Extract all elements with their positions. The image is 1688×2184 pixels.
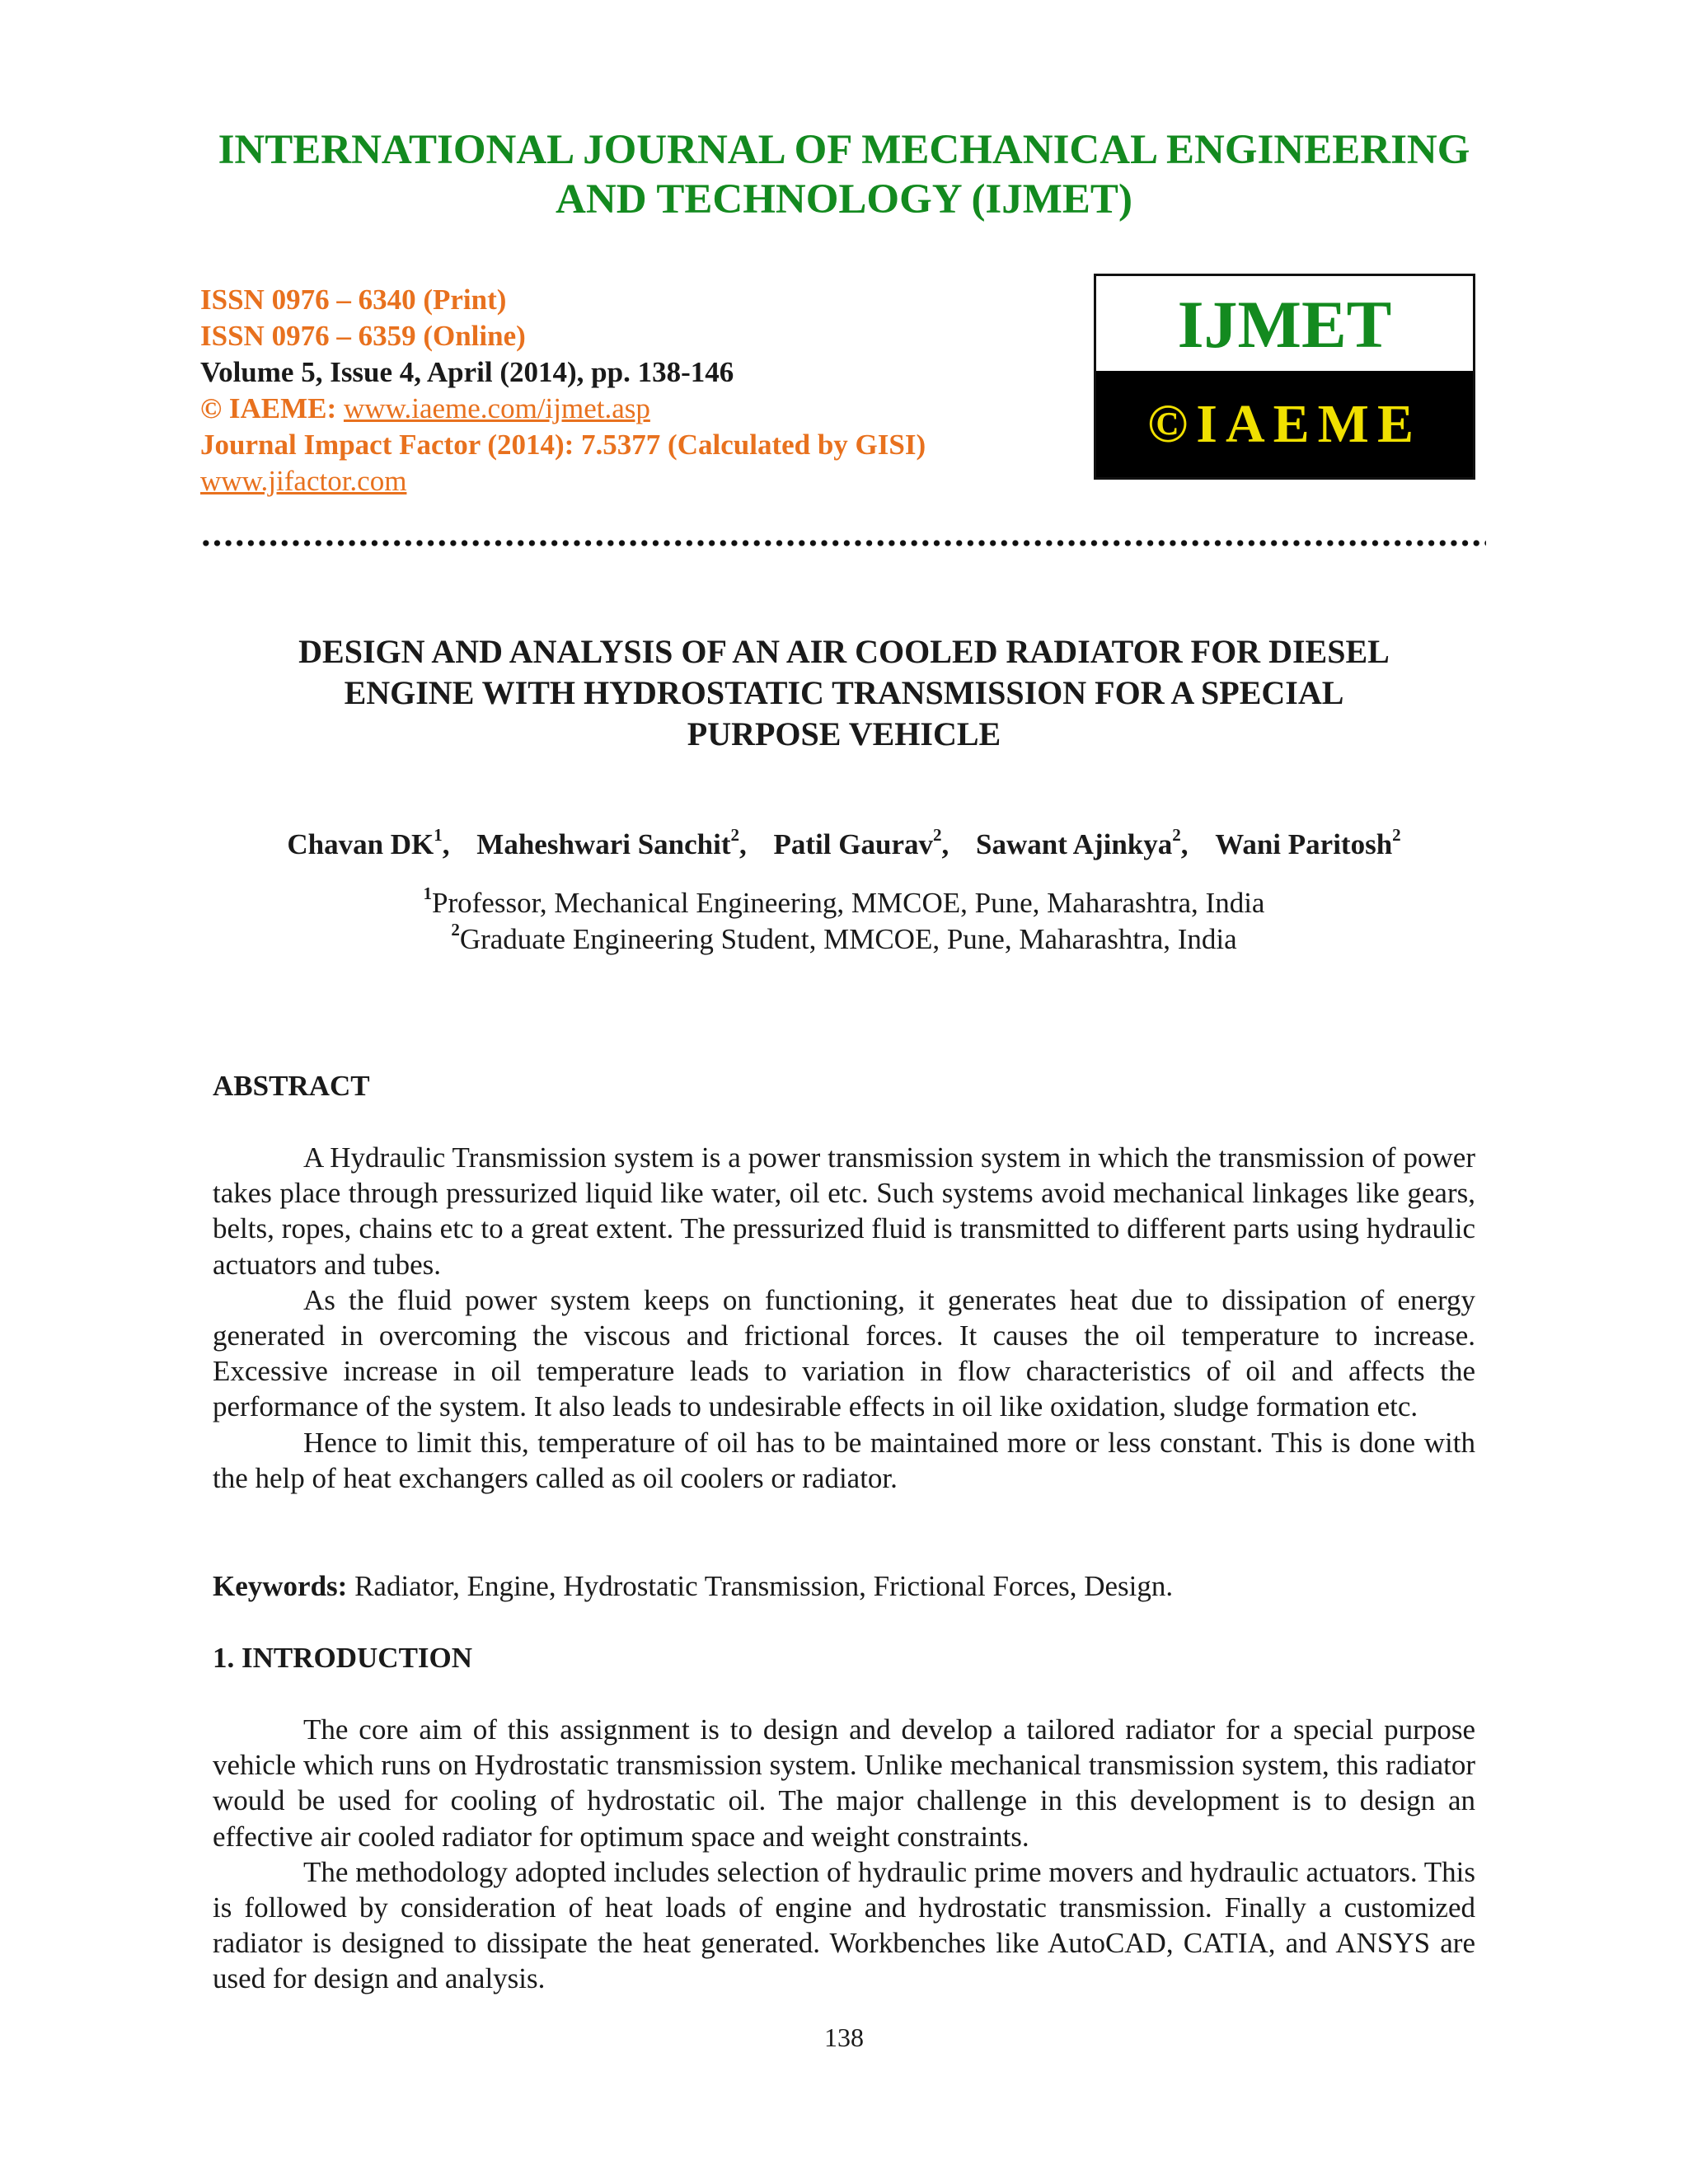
abstract-paragraph: As the fluid power system keeps on functioning, it generates heat due to dissipation of energy generated in overcoming the viscous and frictional forces. It causes the oil temperature to increase. Excessive increase in oil temperature leads to variation in flow characteristics of oil and affects the performance of the system. It also leads to undesirable effects in oil like oxidation, sludge formation etc. (213, 1283, 1475, 1423)
author-name: Chavan DK (287, 828, 434, 860)
affiliation (0, 921, 1688, 958)
abstract-paragraph: A Hydraulic Transmission system is a power transmission system in which the transmission of power takes place through pressurized liquid like water, oil etc. Such systems avoid mechanical linkages like gears, belts, ropes, chains etc to a great extent. The pressurized fluid is transmitted to different parts using hydraulic actuators and tubes. (213, 1141, 1475, 1281)
introduction-paragraph: The methodology adopted includes selection of hydraulic prime movers and hydraulic actuators. This is followed by consideration of heat loads of engine and hydrostatic transmission. Finally a customized radiator is designed to dissipate the heat generated. Workbenches like AutoCAD, CATIA, and ANSYS are used for design and analysis. (213, 1855, 1475, 1995)
logo-iaeme-text: ©IAEME (1096, 371, 1473, 477)
introduction-paragraph: The core aim of this assignment is to design and develop a tailored radiator for a special purpose vehicle which runs on Hydrostatic transmission system. Unlike mechanical transmission system, this radiator would be used for cooling of hydrostatic oil. The major challenge in this development is to design an effective air cooled radiator for optimum space and weight constraints. (213, 1713, 1475, 1853)
journal-title-line: INTERNATIONAL JOURNAL OF MECHANICAL ENGINEERING (218, 127, 1470, 173)
author-affil-sup: 1 (434, 825, 443, 846)
abstract-body (213, 1140, 1475, 1496)
paper-title (0, 631, 1688, 755)
volume-info: Volume 5, Issue 4, April (2014), pp. 138-146 (200, 356, 734, 388)
publisher-link[interactable]: www.iaeme.com/ijmet.asp (343, 392, 650, 424)
affiliation-text: Professor, Mechanical Engineering, MMCOE, Pune, Maharashtra, India (432, 887, 1265, 919)
journal-logo (1094, 274, 1475, 480)
journal-title-line: AND TECHNOLOGY (IJMET) (556, 176, 1132, 223)
paper-title-line: DESIGN AND ANALYSIS OF AN AIR COOLED RADIATOR FOR DIESEL (298, 633, 1390, 670)
affiliation (0, 885, 1688, 921)
abstract-paragraph: Hence to limit this, temperature of oil has to be maintained more or less constant. This is done with the help of heat exchangers called as oil coolers or radiator. (213, 1426, 1475, 1494)
affiliation-text: Graduate Engineering Student, MMCOE, Pune, Maharashtra, India (459, 923, 1237, 955)
affiliation-sup: 1 (423, 883, 433, 904)
publisher-line (200, 391, 926, 427)
author-name: Maheshwari Sanchit (476, 828, 731, 860)
paper-title-line: PURPOSE VEHICLE (687, 715, 1001, 752)
issn-print: ISSN 0976 – 6340 (Print) (200, 284, 507, 316)
paper-title-line: ENGINE WITH HYDROSTATIC TRANSMISSION FOR A SPECIAL (344, 674, 1344, 711)
author: Chavan $DK^1$, (287, 825, 450, 860)
author: Maheshwari Sanchit$^2$, (476, 825, 747, 860)
author-affil-sup: 2 (1172, 825, 1181, 846)
author-name: Sawant Ajinkya (975, 828, 1173, 860)
affiliation-sup: 2 (451, 920, 460, 940)
keywords (213, 1568, 1173, 1605)
author-name: Patil Gaurav (773, 828, 933, 860)
dotted-divider (200, 539, 1486, 547)
introduction-heading: 1. INTRODUCTION (213, 1642, 473, 1674)
logo-ijmet-text: IJMET (1177, 287, 1392, 362)
author-affil-sup: 2 (932, 825, 942, 846)
author-affil-sup: 2 (1392, 825, 1401, 846)
impact-factor: Journal Impact Factor (2014): 7.5377 (Calculated by GISI) (200, 429, 926, 461)
author (1215, 825, 1401, 860)
keywords-text: Radiator, Engine, Hydrostatic Transmission, Frictional Forces, Design. (354, 1570, 1174, 1602)
publisher-label: © IAEME: (200, 392, 337, 424)
journal-metadata (200, 282, 926, 499)
journal-title (0, 125, 1688, 224)
author-list (0, 824, 1688, 865)
author-affil-sup: 2 (730, 825, 740, 846)
author: Patil Gaurav$^2$, (773, 825, 950, 860)
abstract-heading: ABSTRACT (213, 1070, 370, 1102)
jifactor-link[interactable]: www.jifactor.com (200, 465, 407, 497)
introduction-body (213, 1712, 1475, 1997)
issn-online: ISSN 0976 – 6359 (Online) (200, 320, 526, 352)
keywords-label: Keywords: (213, 1570, 348, 1602)
page-number: 138 (824, 2022, 864, 2052)
author: Sawant Ajinkya$^2$, (975, 825, 1189, 860)
affiliations (0, 885, 1688, 958)
author-name: Wani Paritosh (1215, 828, 1393, 860)
